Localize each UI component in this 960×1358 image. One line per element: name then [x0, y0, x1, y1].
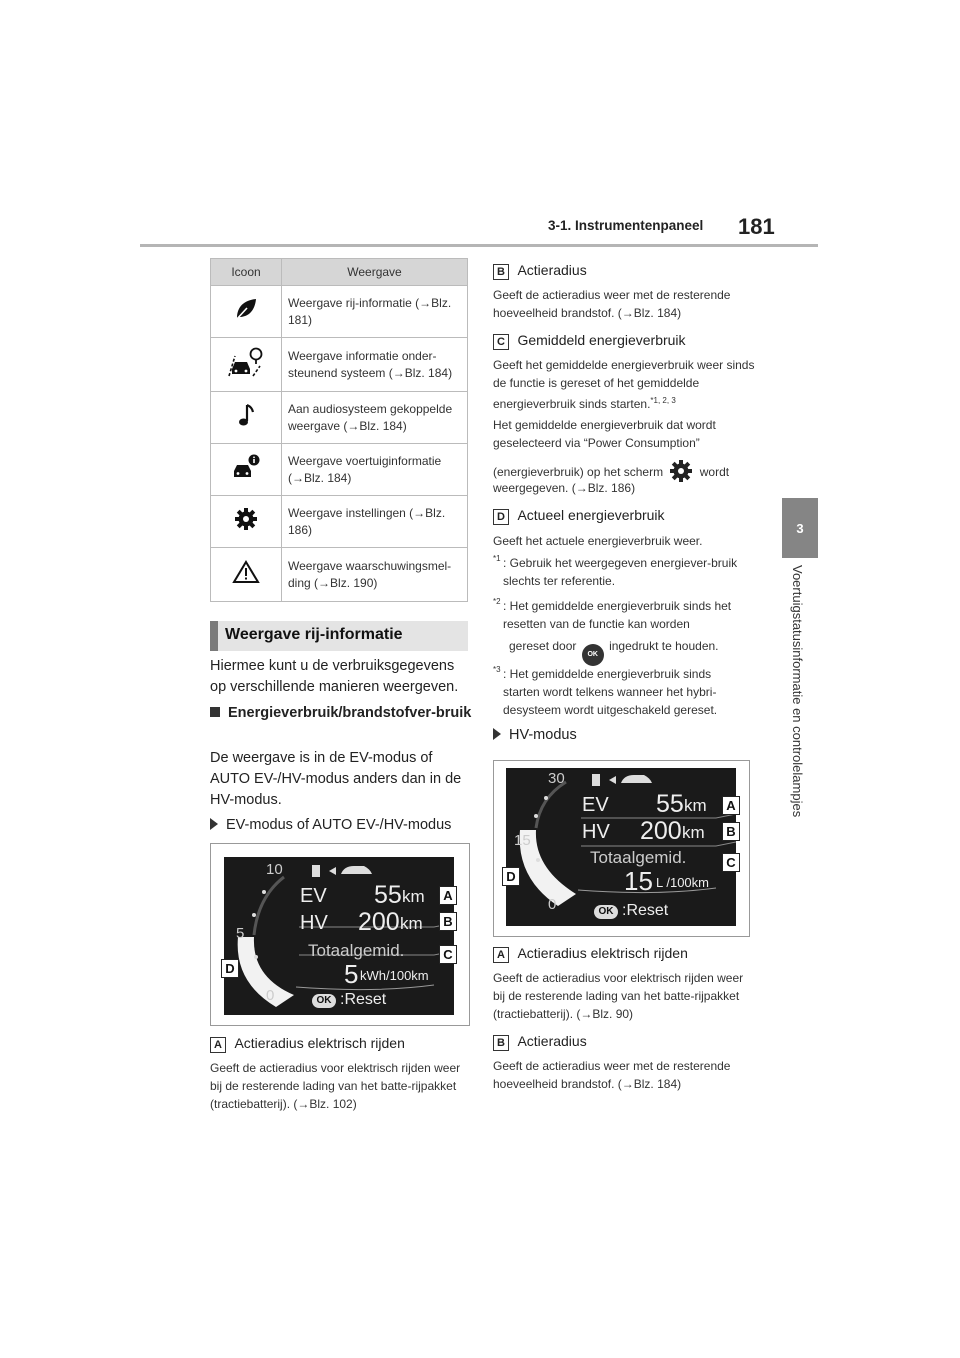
- item-c-sup: *1, 2, 3: [650, 396, 676, 405]
- icon-row-text: Weergave informatie onder-steunend systeem (→Blz. 184): [282, 338, 468, 392]
- hv-value: 200: [358, 908, 400, 936]
- square-bullet-icon: [210, 707, 220, 717]
- subheading-text: Energieverbruik/brandstofver-bruik: [228, 705, 472, 721]
- item-b2-text: Geeft de actieradius weer met de resterende hoeveelheid brandstof. (→Blz. 184): [493, 1059, 731, 1091]
- ev-mode-heading-text: EV-modus of AUTO EV-/HV-modus: [226, 817, 452, 833]
- item-a-heading: [210, 1035, 405, 1053]
- icon-row-text: Weergave instellingen (→Blz. 186): [282, 496, 468, 548]
- item-c-text4: weergegeven. (→Blz. 186): [493, 481, 636, 495]
- note-3-mark: *3: [493, 665, 501, 674]
- subheading: [210, 703, 472, 724]
- item-c-text1-body: Geeft het gemiddelde energieverbruik weer sinds de functie is gereset of het gemiddelde energieverbruik sinds starten.: [493, 358, 755, 411]
- avg-unit: kWh/100km: [360, 968, 429, 983]
- note-2-text: : Het gemiddelde energieverbruik sinds het resetten van de functie kan worden: [503, 599, 732, 631]
- display2: [506, 768, 736, 926]
- ev-unit: km: [402, 887, 425, 906]
- section-accent: [210, 621, 218, 651]
- note-1: [493, 554, 755, 590]
- callout-b: B: [722, 822, 740, 841]
- note-1-mark: *1: [493, 554, 501, 563]
- scale-top: 30: [548, 770, 565, 787]
- item-b2-title: Actieradius: [517, 1033, 587, 1049]
- callout-c: C: [439, 945, 457, 964]
- avg-unit: L /100km: [656, 875, 709, 890]
- col-display-header: Weergave: [282, 259, 468, 286]
- icon-row-text: Weergave voertuiginformatie (→Blz. 184): [282, 444, 468, 496]
- item-d-heading: [493, 507, 665, 525]
- car-info-icon: [230, 453, 262, 481]
- item-b2-heading: [493, 1033, 587, 1051]
- item-c-heading: [493, 332, 686, 350]
- scale-mid: 15: [514, 832, 531, 849]
- tag-a: A: [493, 947, 509, 963]
- item-b-heading: [493, 262, 587, 280]
- item-a2-heading: [493, 945, 688, 963]
- note-1-text: : Gebruik het weergegeven energiever-bruik slechts ter referentie.: [503, 556, 738, 588]
- ev-value: 55: [656, 790, 684, 818]
- avg-label: Totaalgemid.: [590, 848, 687, 867]
- note-2-line: [509, 637, 755, 666]
- tag-b: B: [493, 264, 509, 280]
- callout-d: D: [221, 959, 239, 978]
- note-2-mark: *2: [493, 597, 501, 606]
- hv-unit: km: [682, 823, 705, 842]
- gauge1-graphic: [224, 857, 454, 1015]
- ev-unit: km: [684, 796, 707, 815]
- hv-unit: km: [400, 914, 423, 933]
- section-header: 3-1. Instrumentenpaneel: [548, 218, 704, 233]
- scale-mid: 5: [236, 925, 245, 942]
- item-a-title: Actieradius elektrisch rijden: [234, 1035, 405, 1051]
- tag-b: B: [493, 1035, 509, 1051]
- avg-value: 5: [344, 959, 359, 989]
- hv-label: HV: [300, 912, 328, 934]
- ev-label: EV: [582, 794, 609, 816]
- ev-mode-heading: [210, 815, 472, 836]
- ev-label: EV: [300, 885, 327, 907]
- ok-button-icon: OK: [582, 644, 604, 666]
- tag-c: C: [493, 334, 509, 350]
- item-d-text: Geeft het actuele energieverbruik weer.: [493, 534, 703, 548]
- icon-row-text: Aan audiosysteem gekoppelde weergave (→Blz. 184): [282, 392, 468, 444]
- item-c-text1: [493, 356, 755, 413]
- col-icon-header: Icoon: [211, 259, 282, 286]
- leaf-icon: [233, 296, 259, 322]
- icon-table: [210, 258, 468, 602]
- chapter-title: [790, 565, 810, 835]
- page-number: 181: [738, 214, 775, 239]
- gauge2-graphic: [506, 768, 736, 926]
- reset-label: :Reset: [340, 991, 387, 1008]
- ok-button-icon: OK: [312, 994, 336, 1008]
- section-title: Weergave rij-informatie: [225, 626, 403, 643]
- gear-icon: [233, 506, 259, 532]
- chapter-number: 3: [796, 520, 804, 536]
- avg-label: Totaalgemid.: [308, 941, 405, 960]
- callout-d: D: [502, 867, 520, 886]
- note-2: [493, 597, 755, 666]
- intro-text: Hiermee kunt u de verbruiksgegevens op verschillende manieren weergeven.: [210, 658, 459, 695]
- callout-b: B: [439, 912, 457, 931]
- chapter-title-text: Voertuigstatusinformatie en controlelampjes: [790, 565, 805, 818]
- note-2-text-c: ingedrukt te houden.: [609, 639, 719, 653]
- icon-row-text: Weergave waarschuwingsmel-ding (→Blz. 190): [282, 548, 468, 602]
- item-c-text3a: (energieverbruik) op het scherm: [493, 465, 664, 479]
- triangle-bullet-icon: [210, 818, 218, 830]
- mode-paragraph: De weergave is in de EV-modus of AUTO EV-/HV-modus anders dan in de HV-modus.: [210, 750, 462, 808]
- triangle-bullet-icon: [493, 728, 501, 740]
- hv-mode-heading: [493, 725, 577, 746]
- scale-bottom: 0: [266, 987, 275, 1004]
- display1: [224, 857, 454, 1015]
- item-c-text2: Het gemiddelde energieverbruik dat wordt geselecteerd via “Power Consumption”: [493, 418, 716, 450]
- hv-value: 200: [640, 817, 682, 845]
- scale-top: 10: [266, 861, 283, 878]
- hv-mode-heading-text: HV-modus: [509, 727, 577, 743]
- scale-bottom: 0: [548, 896, 557, 913]
- callout-a: A: [439, 886, 457, 905]
- item-d-title: Actueel energieverbruik: [517, 507, 665, 523]
- callout-a: A: [722, 796, 740, 815]
- warning-icon: [232, 559, 260, 585]
- item-c-title: Gemiddeld energieverbruik: [517, 332, 686, 348]
- item-a2-title: Actieradius elektrisch rijden: [517, 945, 688, 961]
- reset-label: :Reset: [622, 902, 669, 919]
- item-a-text: Geeft de actieradius voor elektrisch rijden weer bij de resterende lading van het batte-rijpakket (tractiebatterij). (→Blz. 102): [210, 1061, 461, 1111]
- note-3: [493, 665, 755, 719]
- item-c-text3b: wordt: [699, 465, 730, 479]
- item-b-title: Actieradius: [517, 262, 587, 278]
- note-3-text: : Het gemiddelde energieverbruik sinds starten wordt telkens wanneer het hybri-desysteem wordt uitgeschakeld gereset.: [503, 667, 718, 717]
- header-rule: [140, 244, 818, 247]
- item-b-text: Geeft de actieradius weer met de resterende hoeveelheid brandstof. (→Blz. 184): [493, 288, 731, 320]
- driver-assist-icon: [226, 346, 266, 378]
- ev-value: 55: [374, 881, 402, 909]
- hv-label: HV: [582, 821, 610, 843]
- icon-row-text: Weergave rij-informatie (→Blz. 181): [282, 286, 468, 338]
- music-note-icon: [235, 402, 257, 428]
- section-title-bar: [210, 621, 468, 651]
- chapter-tab: [782, 498, 818, 558]
- tag-a: A: [210, 1037, 226, 1053]
- tag-d: D: [493, 509, 509, 525]
- callout-c: C: [722, 853, 740, 872]
- avg-value: 15: [624, 866, 653, 896]
- note-2-text-b: gereset door: [509, 639, 577, 653]
- ok-button-icon: OK: [594, 905, 618, 919]
- item-a2-text: Geeft de actieradius voor elektrisch rijden weer bij de resterende lading van het batte-rijpakket (tractiebatterij). (→Blz. 90): [493, 971, 744, 1021]
